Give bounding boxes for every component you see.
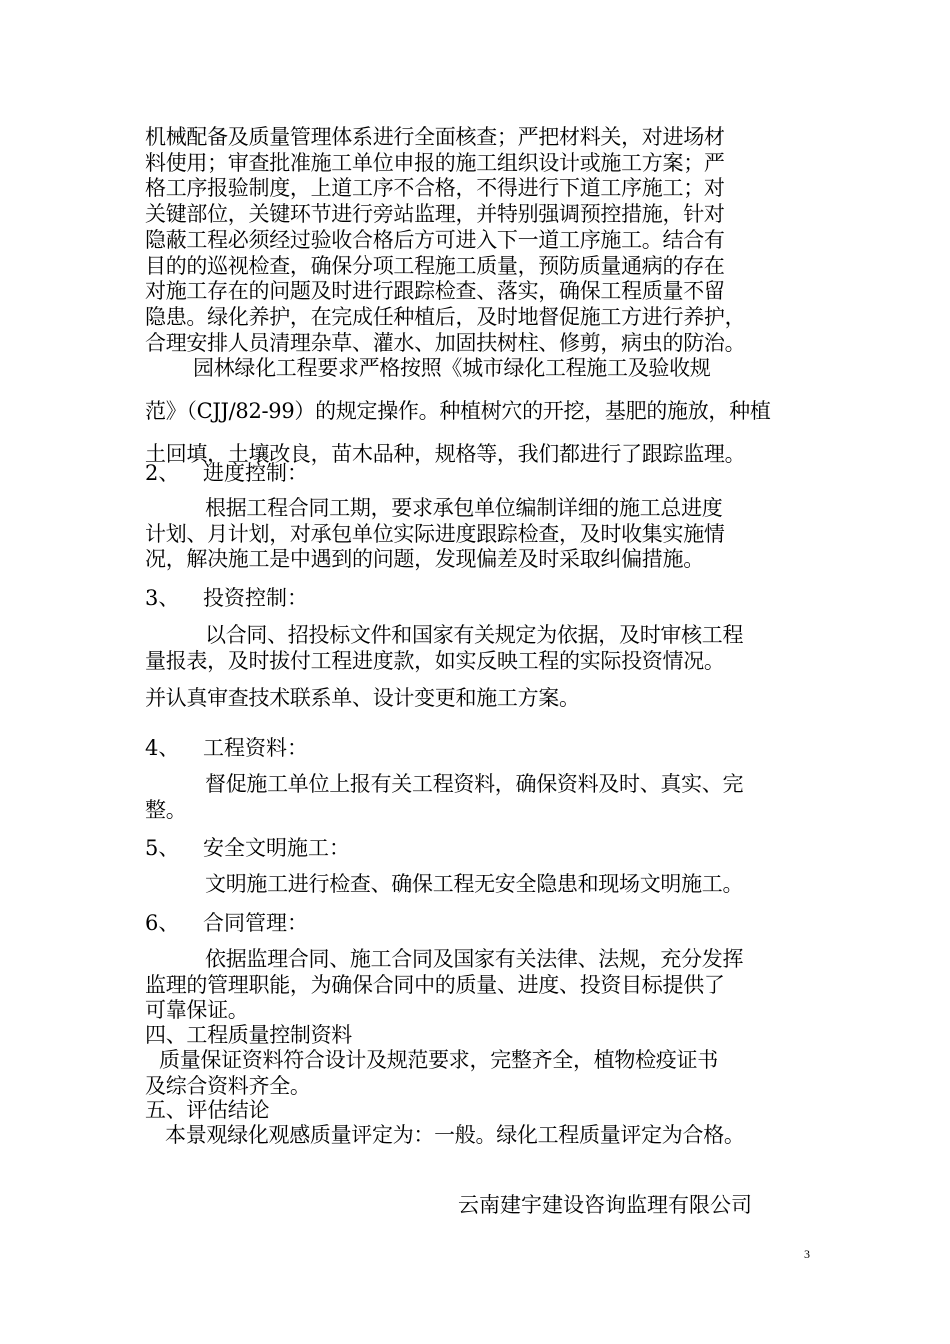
text-line: 可靠保证。 (145, 998, 249, 1023)
paragraph-investment (145, 623, 815, 674)
paragraph-landscape-standard (145, 347, 815, 476)
paragraph-schedule (145, 496, 815, 573)
item-heading-safety (145, 834, 350, 862)
text-line: 机械配备及质量管理体系进行全面核查；严把材料关，对进场材 (145, 125, 725, 149)
paragraph-contract (145, 947, 815, 1024)
text-line: 隐蔽工程必须经过验收合格后方可进入下一道工序施工。结合有 (145, 227, 725, 252)
item-title: 合同管理： (203, 911, 308, 935)
text-line: 土回填，土壤改良，苗木品种，规格等，我们都进行了跟踪监理。 (145, 442, 746, 466)
paragraph-safety (145, 872, 815, 898)
text-line: 园林绿化工程要求严格按照《城市绿化工程施工及验收规 (193, 356, 711, 380)
text-line: 质量保证资料符合设计及规范要求，完整齐全，植物检疫证书 (159, 1048, 718, 1072)
item-number: 5、 (145, 836, 180, 860)
text-line: 范》（CJJ/82-99）的规定操作。种植树穴的开挖，基肥的施放，种植 (145, 399, 771, 423)
paragraph-conclusion (145, 1123, 815, 1149)
item-title: 工程资料： (203, 736, 308, 760)
item-title: 进度控制： (203, 461, 308, 485)
text-line: 隐患。绿化养护，在完成任种植后，及时地督促施工方进行养护， (145, 304, 746, 329)
item-number: 4、 (145, 736, 180, 760)
text-line: 文明施工进行检查、确保工程无安全隐患和现场文明施工。 (205, 872, 744, 896)
section-heading-conclusion: 五、评估结论 (145, 1098, 270, 1122)
item-number: 2、 (145, 461, 180, 485)
text-line: 计划、月计划，对承包单位实际进度跟踪检查，及时收集实施情 (145, 521, 725, 546)
item-heading-documents (145, 734, 308, 762)
text-line: 格工序报验制度，上道工序不合格，不得进行下道工序施工；对 (145, 176, 725, 201)
text-line: 并认真审查技术联系单、设计变更和施工方案。 (145, 686, 580, 710)
text-line: 及综合资料齐全。 (145, 1073, 311, 1098)
text-line: 关键部位，关键环节进行旁站监理，并特别强调预控措施，针对 (145, 202, 725, 227)
text-line: 目的的巡视检查，确保分项工程施工质量，预防质量通病的存在 (145, 253, 725, 278)
text-line: 料使用；审查批准施工单位申报的施工组织设计或施工方案；严 (145, 150, 725, 175)
text-line: 监理的管理职能，为确保合同中的质量、进度、投资目标提供了 (145, 972, 725, 997)
item-heading-schedule (145, 459, 308, 487)
text-line: 量报表，及时拔付工程进度款，如实反映工程的实际投资情况。 (145, 648, 725, 673)
paragraph-documents (145, 772, 815, 823)
item-heading-investment (145, 584, 308, 612)
section-heading-quality-records: 四、工程质量控制资料 (145, 1023, 352, 1047)
item-title: 投资控制： (203, 586, 308, 610)
item-title: 安全文明施工： (203, 836, 350, 860)
text-line: 督促施工单位上报有关工程资料，确保资料及时、真实、完 (205, 772, 744, 796)
paragraph-quality-control (145, 125, 815, 356)
company-signature: 云南建宇建设咨询监理有限公司 (458, 1193, 752, 1217)
paragraph-quality-records (145, 1048, 815, 1099)
page-number: 3 (804, 1247, 810, 1261)
text-line: 依据监理合同、施工合同及国家有关法律、法规，充分发挥 (205, 947, 744, 971)
text-line: 本景观绿化观感质量评定为：一般。绿化工程质量评定为合格。 (165, 1123, 745, 1147)
item-number: 6、 (145, 911, 180, 935)
item-heading-contract (145, 909, 308, 937)
text-line: 根据工程合同工期，要求承包单位编制详细的施工总进度 (205, 496, 723, 520)
text-line: 对施工存在的问题及时进行跟踪检查、落实，确保工程质量不留 (145, 279, 725, 304)
text-line: 况，解决施工是中遇到的问题，发现偏差及时采取纠偏措施。 (145, 547, 704, 572)
text-line: 合理安排人员清理杂草、灌水、加固扶树柱、修剪，病虫的防治。 (145, 330, 746, 355)
text-line: 整。 (145, 797, 187, 822)
item-number: 3、 (145, 586, 180, 610)
text-line: 以合同、招投标文件和国家有关规定为依据，及时审核工程 (205, 623, 744, 647)
